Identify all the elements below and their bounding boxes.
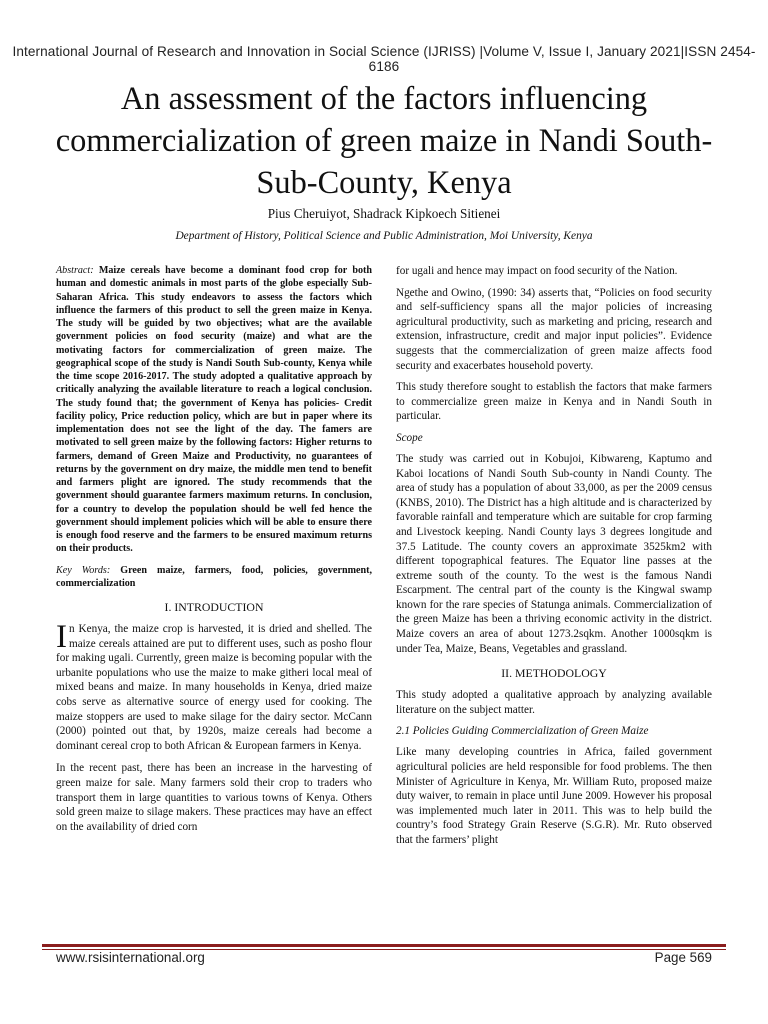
paper-affiliation: Department of History, Political Science and Public Administration, Moi University, Kenya <box>175 230 593 242</box>
right-column <box>396 264 712 855</box>
right-paragraph-3: This study therefore sought to establish the factors that make farmers to commercialize green maize in Kenya and in Nandi South in particular. <box>396 381 712 423</box>
keywords <box>56 564 372 590</box>
methodology-heading: II. METHODOLOGY <box>501 666 607 681</box>
footer-rule-thick <box>42 944 726 947</box>
footer-page-number: Page 569 <box>654 950 712 965</box>
intro-paragraph-1 <box>56 619 372 753</box>
abstract-text: Maize cereals have become a dominant food crop for both human and domestic animals in most parts of the globe especially Sub-Saharan Africa. This study endeavors to assess the factors which influence the farmers of this product to sell the green maize in Kenya. The study will be guided by two objectives; what are the available government policies on food security (maize) and what are the motivating factors for commercialization of green maize. The geographical scope of the study is Nandi South Sub-county, Kenya while the time scope 2016-2017. The study adopted a qualitative approach by critically analyzing the available literature to reach a logical conclusion. The study found that; the government of Kenya has policies- Credit facility policy, Price reduction policy, which are but in paper where its implementation does not see the light of the day. The famers are motivated to sell green maize by the following factors: Higher returns to farmers, demand of Green Maize and Productivity, no guarantees of returns by the government on dry maize, the middle men tend to benefit and farmers plight are ignored. The study recommends that the government should guarantee farmers maximum returns. In conclusion, for a country to develop the population should be well fed hence the government should implement policies which will be able to ensure there is enough food reserve and the farmers to be ensured maximum returns on their products. <box>56 265 372 555</box>
paper-authors: Pius Cheruiyot, Shadrack Kipkoech Sitienei <box>267 206 501 221</box>
abstract-label: Abstract: <box>56 265 94 276</box>
policies-heading: 2.1 Policies Guiding Commercialization of Green Maize <box>396 725 649 738</box>
scope-paragraph: The study was carried out in Kobujoi, Kibwareng, Kaptumo and Kaboi locations of Nandi South Sub-county in Nandi County. The area of study has a population of about 33,000, as per the 2009 census (KNBS, 2010). The District has a high altitude and is characterized by favorable rainfall and temperature which are suitable for crop farming and Livestock keeping. Nandi County lays 3 degrees longitude and 37.5 Latitude. The county covers an approximate 3525km2 with different topographical features. The Equator line passes at the extreme south of the county. To the west is the famous Nandi Escarpment. The central part of the county is the Kingwal swamp known for the rare species of Statunga animals. Commercialization of the green Maize has been a thriving economic activity in the district. Maize covers an area of about 1273.2sqkm. Another 1000sqkm is under Tea, Maize, Beans, Vegetables and grassland. <box>396 452 712 655</box>
left-column <box>56 264 372 842</box>
scope-heading: Scope <box>396 431 423 444</box>
methodology-paragraph: This study adopted a qualitative approach by analyzing available literature on the subject matter. <box>396 689 712 716</box>
introduction-heading: I. INTRODUCTION <box>164 600 264 614</box>
paper-title: An assessment of the factors influencing commercialization of green maize in Nandi South-Sub-County, Kenya <box>55 81 713 201</box>
policies-paragraph: Like many developing countries in Africa, failed government agricultural policies are held responsible for food problems. The then Minister of Agriculture in Kenya, Mr. William Ruto, proposed maize duty waiver, to remain in place until June 2009. However his proposal was implemented much later in 2011. This was to help build the country’s food Strategy Grain Reserve (S.G.R). Mr. Ruto observed that the farmers’ plight <box>396 746 712 846</box>
intro-paragraph-2: In the recent past, there has been an increase in the harvesting of green maize for sale. Many farmers sold their crop to traders who transport them in large quantities to various towns of Kenya. Others sold green maize to silage makers. These practices may have an effect on the availability of dried corn <box>56 762 372 833</box>
right-paragraph-1: for ugali and hence may impact on food security of the Nation. <box>396 265 678 277</box>
abstract <box>56 264 372 556</box>
journal-header: International Journal of Research and Innovation in Social Science (IJRISS) |Volume V, Issue I, January 2021|ISSN 2454-6186 <box>12 44 756 74</box>
right-paragraph-2: Ngethe and Owino, (1990: 34) asserts that, “Policies on food security and self-sufficiency spans all the major policies of increasing agricultural productivity, such as marketing and pricing, research and extension, infrastructure, credit and major input policies”. Evidence suggests that the commercialization of green maize affects food security and exacerbates household poverty. <box>396 286 712 372</box>
intro-paragraph-1-text: n Kenya, the maize crop is harvested, it is dried and shelled. The maize cereals attained are put to different uses, such as posho flour for making ugali. Currently, green maize is becoming popular with the urbanite populations who use the maize to make githeri local meal of mixed beans and maize. In many households in Kenya, dried maize cobs serve as alternative source of energy used for cooking. The maize stoppers are used to make silage for the dairy sector. McCann (2000) pointed out that, by 1920s, maize cereals had become a dominant cereal crop to both African & European farmers in Kenya. <box>56 623 372 752</box>
keywords-label: Key Words: <box>56 564 111 576</box>
footer-website: www.rsisinternational.org <box>56 950 205 965</box>
drop-cap: I <box>56 619 67 655</box>
keywords-text: Green maize, farmers, food, policies, government, commercialization <box>56 564 372 589</box>
